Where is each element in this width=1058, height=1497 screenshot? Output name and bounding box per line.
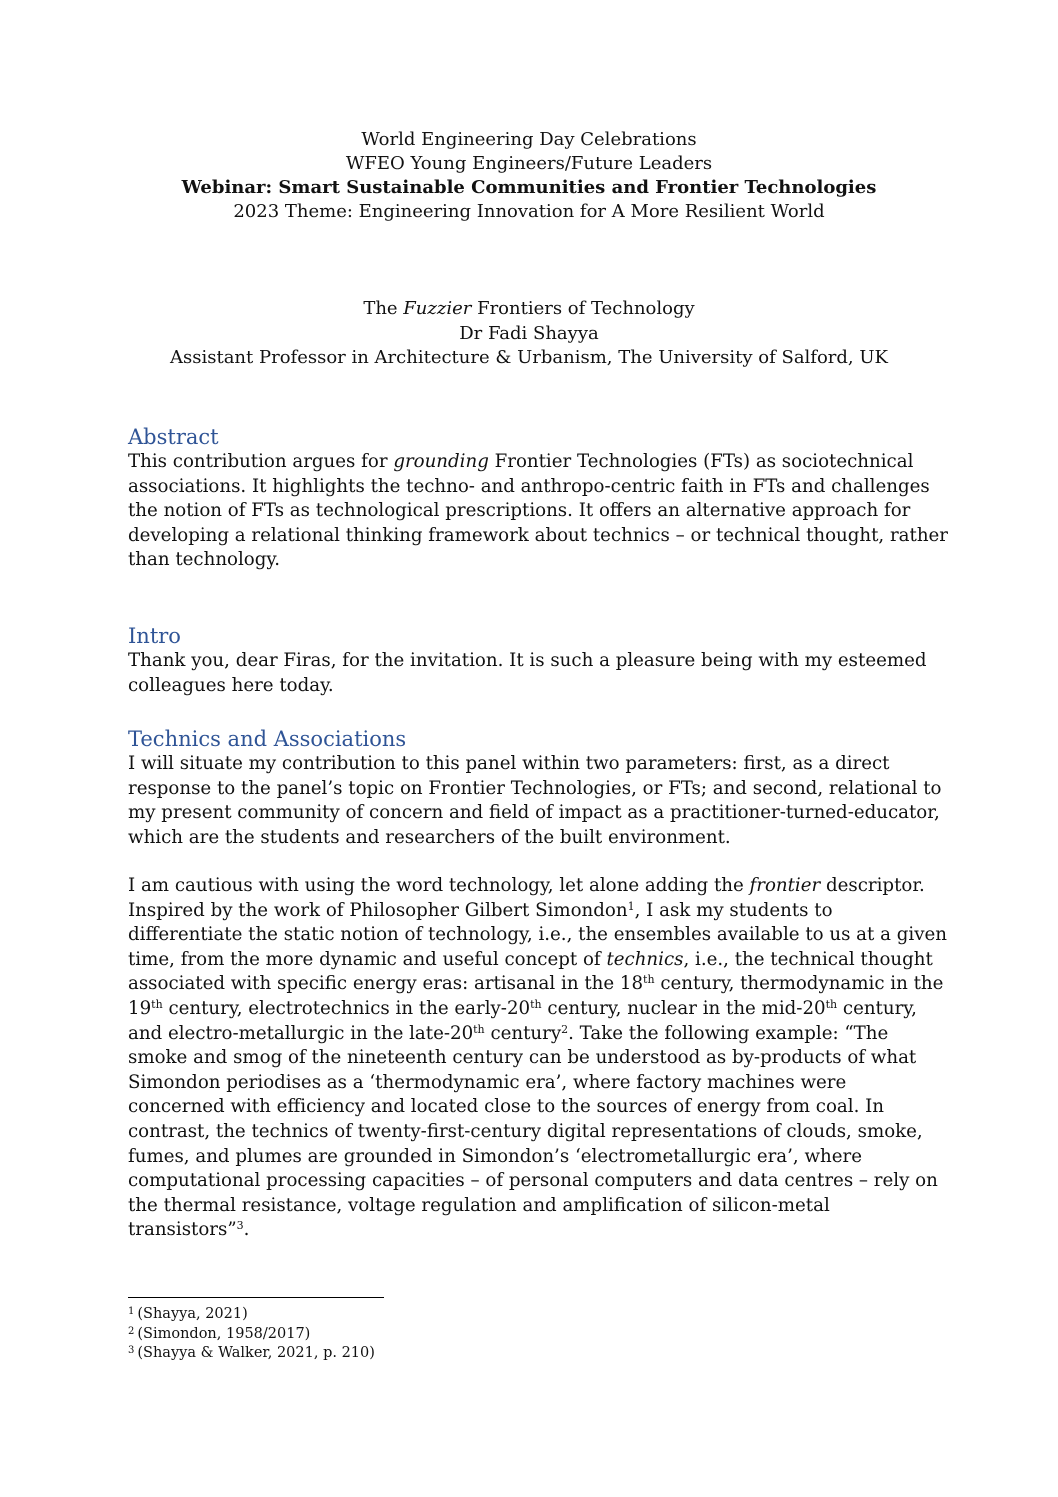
footnotes [128,1305,375,1364]
footnote-ref-2[interactable]: 2 [561,1022,569,1036]
footnote-2: $^2$ (Simondon, 1958/2017) [128,1325,311,1342]
footnote-1: $^1$ (Shayya, 2021) [128,1306,248,1322]
abstract-paragraph: This contribution argues for grounding Frontier Technologies (FTs) as sociotechnical associations. It highlights the techno- and anthropo-centric faith in FTs and challenges the notion of FTs as technological prescriptions. It offers an alternative approach for developing a relational thinking framework about technics – or technical thought, rather than technology. [128,451,949,571]
paper-title-block [0,297,1058,371]
paper-title-suffix: Frontiers of Technology [471,298,695,319]
paper-title-italic: Fuzzier [403,298,472,319]
footnote-separator [128,1297,384,1298]
author-name: Dr Fadi Shayya [459,322,599,344]
event-header [0,128,1058,224]
webinar-title: Webinar: Smart Sustainable Communities and Frontier Technologies [181,177,877,198]
technics-paragraph-2: I am cautious with using the word technology, let alone adding the frontier descriptor. Inspired by the work of Philosopher Gilbert Simondon$^1$, I ask my students to differentiate the static notion of technology, i.e., the ensembles available to us at a given time, from the more dynamic and useful concept of technics, i.e., the technical thought associated with specific energy eras: artisanal in the 18th century, thermodynamic in the 19th century, electrotechnics in the early-20th century, nuclear in the mid-20th century, and electro-metallurgic in the late-20th century$^2$. Take the following example: “The smoke and smog of the nineteenth century can be understood as by-products of what Simondon periodises as a ‘thermodynamic era’, where factory machines were concerned with efficiency and located close to the sources of energy from coal. In contrast, the technics of twenty-first-century digital representations of clouds, smoke, fumes, and plumes are grounded in Simondon’s ‘electrometallurgic era’, where computational processing capacities – of personal computers and data centres – rely on the thermal resistance, voltage regulation and amplification of silicon-metal transistors”$^3$. [128,875,947,1241]
event-title-line: World Engineering Day Celebrations [361,129,697,150]
footnote-ref-1[interactable]: 1 [627,899,635,913]
intro-heading: Intro [128,624,181,648]
footnote-3: $^3$ (Shayya & Walker, 2021, p. 210) [128,1345,375,1362]
paper-title [0,297,1058,322]
footnote-ref-3[interactable]: 3 [236,1219,244,1233]
paper-title-prefix: The [363,298,404,319]
technics-heading: Technics and Associations [128,727,407,751]
author-affiliation: Assistant Professor in Architecture & Urbanism, The University of Salford, UK [170,347,888,368]
theme-line: 2023 Theme: Engineering Innovation for A More Resilient World [233,201,825,222]
event-subtitle-line: WFEO Young Engineers/Future Leaders [345,153,713,174]
technics-paragraph-1: I will situate my contribution to this panel within two parameters: first, as a direct response to the panel’s topic on Frontier Technologies, or FTs; and second, relational to my present community of concern and field of impact as a practitioner-turned-educator, which are the students and researchers of the built environment. [128,753,942,848]
abstract-heading: Abstract [128,425,219,449]
intro-paragraph: Thank you, dear Firas, for the invitation. It is such a pleasure being with my esteemed colleagues here today. [128,650,927,696]
